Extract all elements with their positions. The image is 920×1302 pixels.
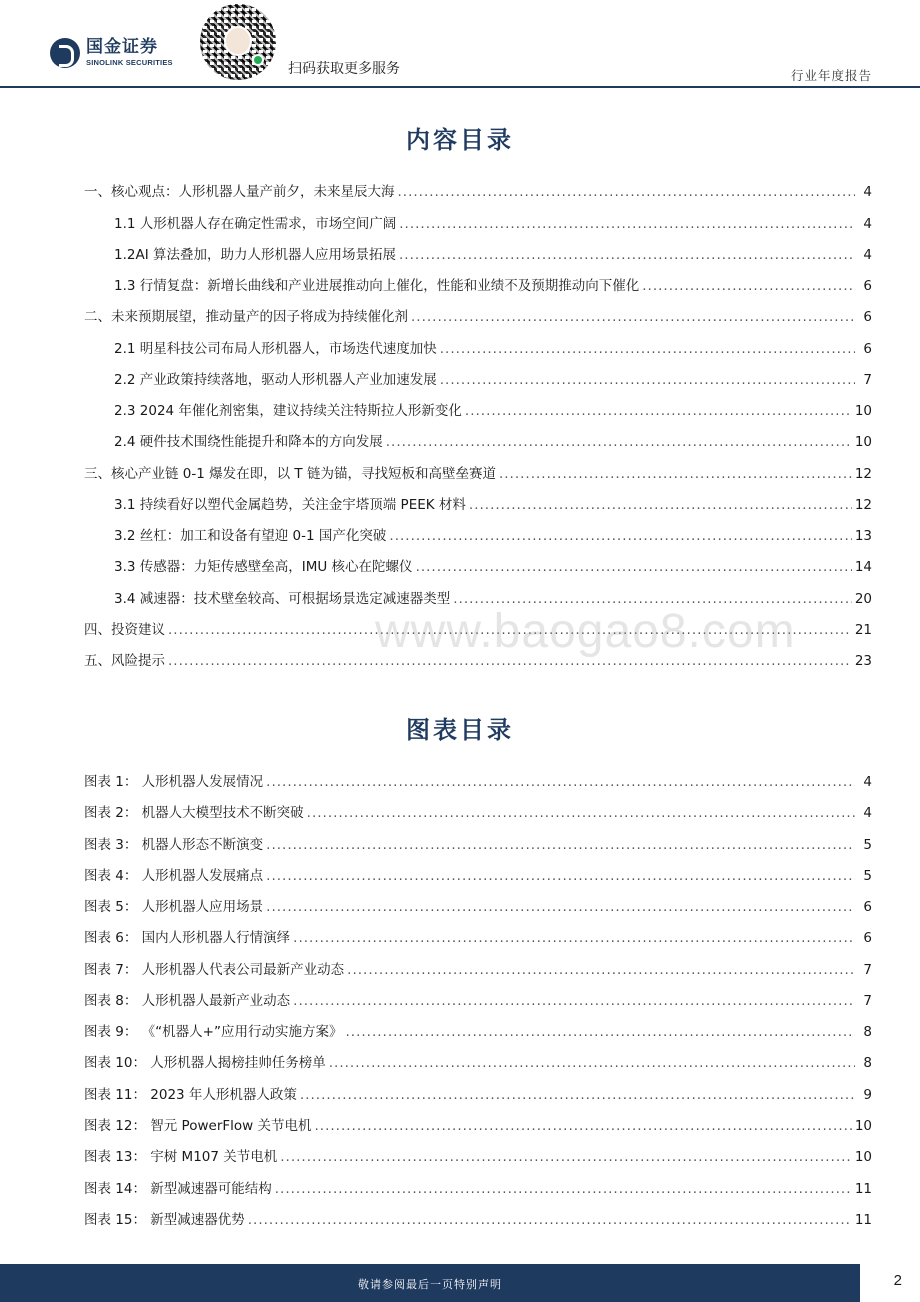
figure-entry[interactable]: 图表 8： 人形机器人最新产业动态 ..... 7 bbox=[84, 989, 872, 1009]
figure-entry[interactable]: 图表 9： 《“机器人+”应用行动实施方案》 ..... 8 bbox=[84, 1020, 872, 1040]
figure-entry[interactable]: 图表 4： 人形机器人发展痛点 ..... 5 bbox=[84, 864, 872, 884]
figure-entry[interactable]: 图表 2： 机器人大模型技术不断突破 ..... 4 bbox=[84, 801, 872, 821]
figure-entry[interactable]: 图表 1： 人形机器人发展情况 ..... 4 bbox=[84, 770, 872, 790]
logo-name-cn: 国金证券 bbox=[86, 37, 158, 58]
figure-entry[interactable]: 图表 5： 人形机器人应用场景 ..... 6 bbox=[84, 895, 872, 915]
toc-entry[interactable]: 四、投资建议 ..... 21 bbox=[84, 618, 872, 638]
figure-entry[interactable]: 图表 6： 国内人形机器人行情演绎 ..... 6 bbox=[84, 926, 872, 946]
toc-entry[interactable]: 1.2AI 算法叠加，助力人形机器人应用场景拓展 ..... 4 bbox=[114, 243, 872, 263]
toc-entry[interactable]: 1.3 行情复盘：新增长曲线和产业进展推动向上催化，性能和业绩不及预期推动向下催化 ..... 6 bbox=[114, 274, 872, 294]
header-divider bbox=[0, 86, 920, 88]
toc-entry[interactable]: 3.2 丝杠：加工和设备有望迎 0-1 国产化突破 ..... 13 bbox=[114, 524, 872, 544]
toc-entry[interactable]: 二、未来预期展望，推动量产的因子将成为持续催化剂 ..... 6 bbox=[84, 305, 872, 325]
figure-entry[interactable]: 图表 14： 新型减速器可能结构 ..... 11 bbox=[84, 1177, 872, 1197]
logo-name-en: SINOLINK SECURITIES bbox=[86, 58, 173, 68]
toc-entry[interactable]: 2.3 2024 年催化剂密集，建议持续关注特斯拉人形新变化 ..... 10 bbox=[114, 399, 872, 419]
qr-center-logo bbox=[224, 26, 252, 56]
report-type-label: 行业年度报告 bbox=[790, 68, 872, 83]
figure-entry[interactable]: 图表 11： 2023 年人形机器人政策 ..... 9 bbox=[84, 1083, 872, 1103]
toc-entry[interactable]: 三、核心产业链 0-1 爆发在即，以 T 链为锚，寻找短板和高壁垒赛道 ..... 12 bbox=[84, 462, 872, 482]
page-number: 2 bbox=[893, 1272, 902, 1289]
toc-entry[interactable]: 一、核心观点：人形机器人量产前夕，未来星辰大海 ..... 4 bbox=[84, 180, 872, 200]
figure-entry[interactable]: 图表 12： 智元 PowerFlow 关节电机 ..... 10 bbox=[84, 1114, 872, 1134]
figure-entry[interactable]: 图表 15： 新型减速器优势 ..... 11 bbox=[84, 1208, 872, 1228]
wechat-mini-icon bbox=[252, 54, 264, 66]
toc-entry[interactable]: 2.4 硬件技术围绕性能提升和降本的方向发展 ..... 10 bbox=[114, 430, 872, 450]
footer-notice: 敬请参阅最后一页特别声明 bbox=[358, 1278, 502, 1291]
scan-prompt: 扫码获取更多服务 bbox=[288, 61, 400, 77]
toc-entry[interactable]: 3.1 持续看好以塑代金属趋势，关注金宇塔顶端 PEEK 材料 ..... 12 bbox=[114, 493, 872, 513]
figures-title: 图表目录 bbox=[406, 715, 514, 744]
toc-entry[interactable]: 3.4 减速器：技术壁垒较高、可根据场景选定减速器类型 ..... 20 bbox=[114, 587, 872, 607]
toc-title: 内容目录 bbox=[406, 125, 514, 154]
page-header bbox=[0, 0, 920, 88]
logo-icon bbox=[50, 38, 80, 68]
company-logo bbox=[50, 38, 173, 68]
watermark: www.baogao8.com bbox=[375, 605, 796, 658]
toc-entry[interactable]: 五、风险提示 ..... 23 bbox=[84, 649, 872, 669]
toc-entry[interactable]: 3.3 传感器：力矩传感壁垒高，IMU 核心在陀螺仪 ..... 14 bbox=[114, 555, 872, 575]
toc-entry[interactable]: 2.2 产业政策持续落地，驱动人形机器人产业加速发展 ..... 7 bbox=[114, 368, 872, 388]
figure-entry[interactable]: 图表 3： 机器人形态不断演变 ..... 5 bbox=[84, 833, 872, 853]
figure-entry[interactable]: 图表 13： 宇树 M107 关节电机 ..... 10 bbox=[84, 1145, 872, 1165]
toc-entry[interactable]: 2.1 明星科技公司布局人形机器人，市场迭代速度加快 ..... 6 bbox=[114, 337, 872, 357]
qr-code-icon[interactable] bbox=[200, 4, 276, 80]
toc-entry[interactable]: 1.1 人形机器人存在确定性需求，市场空间广阔 ..... 4 bbox=[114, 212, 872, 232]
figure-entry[interactable]: 图表 10： 人形机器人揭榜挂帅任务榜单 ..... 8 bbox=[84, 1051, 872, 1071]
figure-entry[interactable]: 图表 7： 人形机器人代表公司最新产业动态 ..... 7 bbox=[84, 958, 872, 978]
